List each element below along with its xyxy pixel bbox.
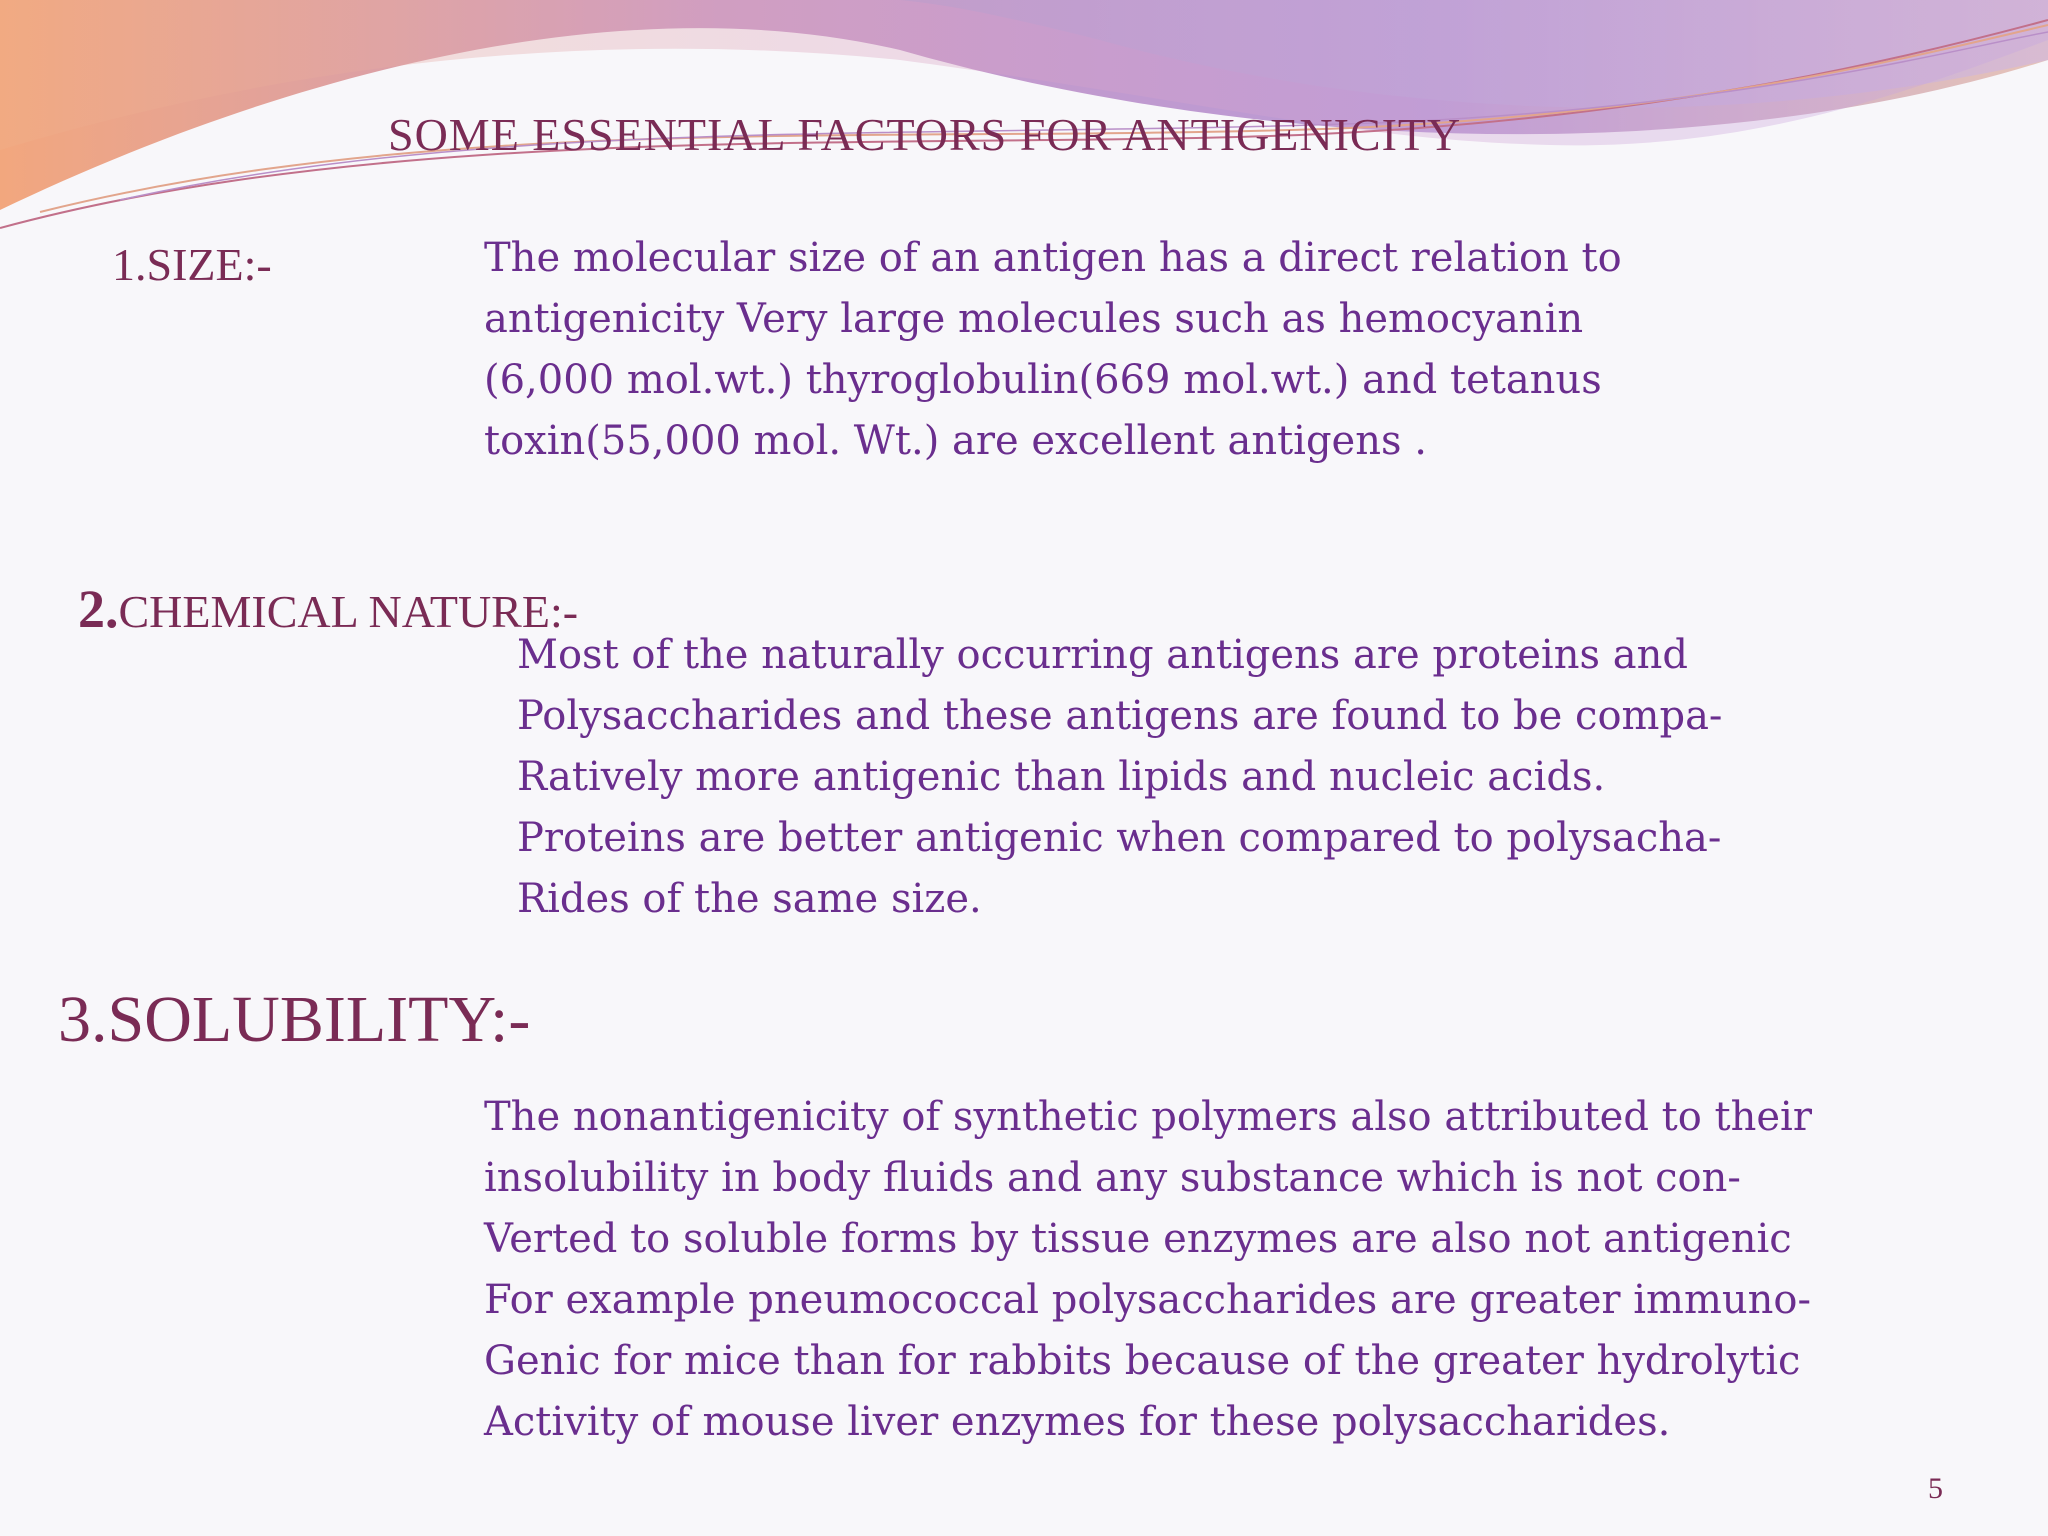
section-heading-text: CHEMICAL NATURE:- xyxy=(118,586,579,637)
section-heading-size: 1.SIZE:- xyxy=(112,239,272,290)
section-heading-solubility: 3.SOLUBILITY:- xyxy=(58,983,531,1056)
section-heading-chemical-nature xyxy=(78,578,578,640)
body-line: Proteins are better antigenic when compared to polysacha- xyxy=(517,815,1722,861)
body-line: antigenicity Very large molecules such as hemocyanin xyxy=(484,296,1584,342)
body-line: Ratively more antigenic than lipids and nucleic acids. xyxy=(517,754,1606,800)
page-number: 5 xyxy=(1928,1472,1943,1505)
body-line: Polysaccharides and these antigens are found to be compa- xyxy=(517,693,1723,739)
section-body-solubility xyxy=(484,1087,1812,1453)
body-line: Rides of the same size. xyxy=(517,876,982,922)
body-line: insolubility in body fluids and any substance which is not con- xyxy=(484,1155,1741,1201)
body-line: (6,000 mol.wt.) thyroglobulin(669 mol.wt.) and tetanus xyxy=(484,357,1602,403)
body-line: The molecular size of an antigen has a direct relation to xyxy=(484,235,1622,281)
body-line: The nonantigenicity of synthetic polymers also attributed to their xyxy=(484,1094,1812,1140)
page-title: SOME ESSENTIAL FACTORS FOR ANTIGENICITY xyxy=(388,109,1462,160)
body-line: Genic for mice than for rabbits because of the greater hydrolytic xyxy=(484,1338,1801,1384)
body-line: toxin(55,000 mol. Wt.) are excellent antigens . xyxy=(484,418,1427,464)
body-line: Activity of mouse liver enzymes for these polysaccharides. xyxy=(484,1399,1671,1445)
body-line: Most of the naturally occurring antigens are proteins and xyxy=(517,632,1688,678)
section-body-chemical-nature xyxy=(517,625,1722,930)
body-line: Verted to soluble forms by tissue enzymes are also not antigenic xyxy=(484,1216,1792,1262)
section-number: 2. xyxy=(78,579,119,639)
body-line: For example pneumococcal polysaccharides are greater immuno- xyxy=(484,1277,1811,1323)
section-body-size xyxy=(484,228,1622,472)
